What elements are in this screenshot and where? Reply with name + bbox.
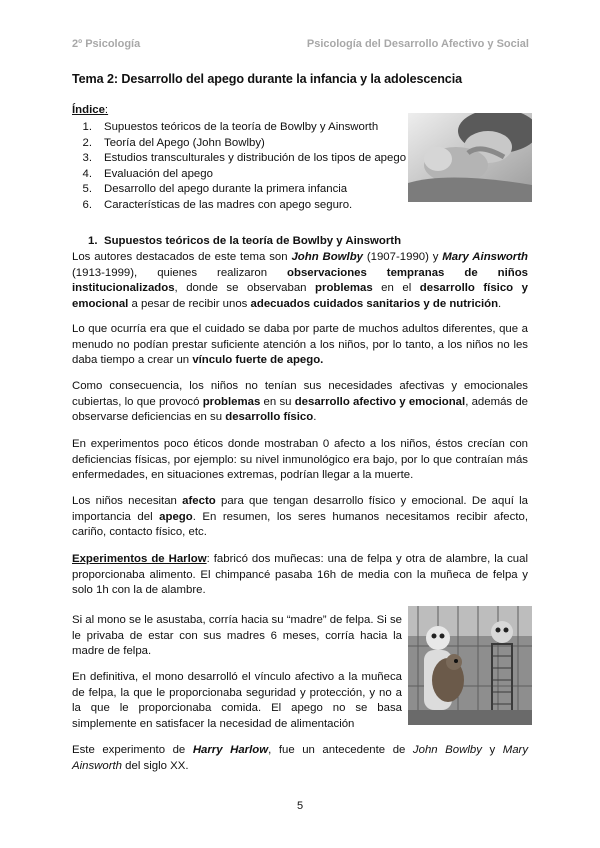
text-run: a pesar de recibir unos: [128, 297, 251, 310]
emphasis: desarrollo afectivo y emocional: [294, 395, 466, 408]
text-run: (1913-1999), quienes realizaron: [72, 266, 288, 279]
paragraph: [72, 743, 528, 774]
index-item-text: Evaluación del apego: [104, 167, 213, 180]
text-run: Este experimento de: [72, 744, 193, 756]
index-item-number: 4.: [82, 167, 92, 180]
paragraph: Si al mono se le asustaba, corría hacia su “madre” de felpa. Si se le privaba de estar con sus madres 6 meses, corría hacia la madre de felpa.: [72, 614, 402, 658]
paragraph: [72, 322, 528, 369]
page-number: 5: [296, 800, 304, 812]
index-item: [72, 167, 406, 183]
text-run: : fabricó dos muñecas: una de felpa y otra de alambre, la cual proporcionaba alimento. El chimpancé pasaba 16h de media con la muñeca de felpa y solo 1h con la de alambre.: [72, 553, 528, 597]
text-run: , además de observarse deficiencias en su: [72, 395, 529, 424]
text-run: Los autores destacados de este tema son: [72, 251, 292, 263]
author-name: John Bowlby: [412, 744, 482, 756]
emphasis: afecto: [182, 495, 216, 507]
text-run: . En resumen, los seres humanos necesitamos recibir afecto, cariño, contacto físico, etc.: [72, 510, 528, 539]
text-run: Como consecuencia, los niños no tenían sus necesidades afectivas y emocionales cubiertas, lo que provocó: [72, 380, 528, 408]
section-number: 1.: [88, 235, 98, 247]
emphasis: desarrollo físico: [225, 411, 314, 424]
text-run: para que tengan desarrollo físico y emocional. De aquí la importancia del: [72, 495, 528, 523]
index-heading: [72, 104, 108, 116]
text-run: .: [313, 411, 317, 424]
header-subject: Psicología del Desarrollo Afectivo y Social: [306, 38, 529, 50]
author-name: Mary Ainsworth: [72, 744, 529, 772]
index-item-number: 5.: [82, 183, 92, 196]
index-item-number: 1.: [82, 121, 92, 133]
index-item-text: Estudios transculturales y distribución de los tipos de apego: [104, 152, 407, 165]
harlow-monkey-illustration: [408, 606, 532, 725]
subheading: Experimentos de Harlow: [72, 553, 207, 565]
text-run: y: [481, 744, 503, 756]
text-run: .: [498, 297, 502, 310]
text-run: en el: [372, 282, 420, 295]
emphasis: vínculo fuerte de apego.: [192, 354, 324, 367]
paragraph: [72, 250, 528, 312]
paragraph: En definitiva, el mono desarrolló el vínculo afectivo a la muñeca de felpa, la que le proporcionaba seguridad y protección, y no a la que le proporcionaba comida. El apego no se basa simplemente en satisfacer la necesidad de alimentación: [72, 671, 402, 730]
author-name: Harry Harlow: [192, 744, 269, 756]
emphasis: adecuados cuidados sanitarios y de nutrición: [250, 297, 499, 310]
text-run: (1907-1990) y: [363, 251, 443, 263]
index-item: [72, 136, 406, 152]
emphasis: observaciones tempranas de niños institucionalizados: [72, 266, 528, 295]
emphasis: desarrollo físico y emocional: [72, 282, 528, 310]
text-run: del siglo XX.: [122, 759, 189, 772]
paragraph: [72, 552, 528, 599]
text-run: Los niños necesitan: [72, 495, 183, 507]
index-item: [72, 182, 406, 198]
header-course: 2º Psicología: [72, 38, 141, 50]
text-run: en su: [260, 395, 295, 408]
mother-baby-photo: [408, 113, 532, 202]
emphasis: problemas: [315, 282, 373, 295]
paragraph: En experimentos poco éticos donde mostraban 0 afecto a los niños, éstos crecían con deficiencias físicas, por ejemplo: su nivel inmunológico era bajo, por lo que contraían más enfermedades, en situaciones extremas, podrían llegar a la muerte.: [72, 438, 528, 482]
emphasis: apego: [159, 510, 193, 523]
index-heading-colon: :: [104, 104, 109, 116]
mother-baby-illustration: [408, 113, 532, 202]
index-heading-text: Índice: [72, 104, 105, 116]
emphasis: problemas: [202, 395, 261, 408]
index-item-number: 2.: [82, 136, 92, 149]
index-item-text: Desarrollo del apego durante la primera infancia: [104, 183, 348, 196]
index-item: [72, 198, 406, 214]
index-item-text: Supuestos teóricos de la teoría de Bowlby y Ainsworth: [104, 121, 379, 133]
paragraph: [72, 379, 528, 426]
author-name: John Bowlby: [291, 251, 363, 263]
section-title: Supuestos teóricos de la teoría de Bowlby y Ainsworth: [104, 235, 402, 247]
text-run: , donde se observaban: [174, 282, 316, 295]
index-item-number: 6.: [82, 198, 92, 211]
index-list: [72, 120, 406, 214]
index-item-text: Características de las madres con apego seguro.: [104, 198, 353, 211]
index-item: [72, 151, 406, 167]
page-title: Tema 2: Desarrollo del apego durante la infancia y la adolescencia: [72, 72, 463, 86]
section-heading: [88, 235, 401, 247]
index-item-text: Teoría del Apego (John Bowlby): [104, 136, 265, 149]
author-name: Mary Ainsworth: [442, 251, 528, 263]
paragraph: [72, 494, 528, 541]
text-run: , fue un antecedente de: [268, 744, 413, 756]
index-item-number: 3.: [82, 152, 92, 165]
harlow-monkey-photo: [408, 606, 532, 725]
index-item: [72, 120, 406, 136]
text-run: Lo que ocurría era que el cuidado se daba por parte de muchos adultos diferentes, que a menudo no podían prestar suficiente atención a los niños, por lo tanto, a los niños no les daba tiempo a crear un: [72, 323, 528, 367]
